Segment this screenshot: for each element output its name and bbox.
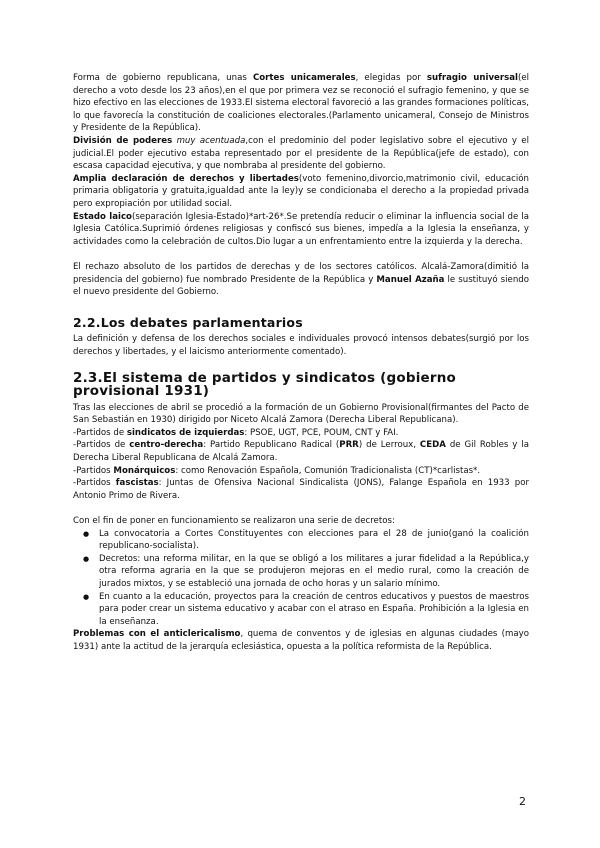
- paragraph-fascistas: -Partidos fascistas: Juntas de Ofensiva Nacional Sindicalista (JONS), Falange Española en 1933 por Antonio Primo de Rivera.: [73, 478, 529, 501]
- paragraph-centro-derecha: -Partidos de centro-derecha: Partido Republicano Radical (PRR) de Lerroux, CEDA de Gil Robles y la Derecha Liberal Republicana de Alcalá Zamora.: [73, 440, 529, 464]
- paragraph-debates: La definición y defensa de los derechos sociales e individuales provocó intensos debates(surgió por los derechos y libertades, y el laicismo anteriormente comentado).: [73, 334, 529, 357]
- decretos-list: [73, 528, 529, 629]
- paragraph-cortes: Forma de gobierno republicana, unas Cortes unicamerales, elegidas por sufragio universal(el derecho a voto desde los 23 años),en el que por primera vez se reconoció el sufragio femenino, y que se hizo efectivo en las elecciones de 1933.El sistema electoral favoreció a las grandes formaciones políticas, lo que favorecía la constitución de coaliciones electorales.(Parlamento unicameral, Consejo de Ministros y Presidente de la República).: [73, 73, 530, 134]
- paragraph-anticlericalismo: Problemas con el anticlericalismo, quema de conventos y de iglesias en algunas ciudades (mayo 1931) ante la actitud de la jerarquía eclesiástica, opuesta a la política reformista de la República.: [73, 629, 529, 652]
- document-body: [73, 72, 529, 654]
- paragraph-decretos: Con el fin de poner en funcionamiento se realizaron una serie de decretos:: [73, 516, 395, 526]
- page-number: 2: [519, 795, 526, 808]
- list-item: ● La convocatoria a Cortes Constituyentes con elecciones para el 28 de junio(ganó la coalición republicano-socialista).: [99, 528, 529, 553]
- list-item: ● En cuanto a la educación, proyectos para la creación de centros educativos y puestos de maestros para poder crear un sistema educativo y acabar con el atraso en España. Prohibición a la Iglesia en la enseñanza.: [99, 591, 529, 629]
- list-item: ● Decretos: una reforma militar, en la que se obligó a los militares a jurar fidelidad a la República,y otra reforma agraria en la que se produjeron mejoras en el medio rural, como la creación de jurados mixtos, y se estableció una jornada de ocho horas y un salario mínimo.: [99, 553, 529, 591]
- paragraph-division-poderes: División de poderes muy acentuada,con el predominio del poder legislativo sobre el ejecutivo y el judicial.El poder ejecutivo estaba representado por el presidente de la República(jefe de estado), con escasa capacidad ejecutiva, y que nombraba al presidente del gobierno.: [73, 135, 529, 172]
- paragraph-estado-laico: Estado laico(separación Iglesia-Estado)*art-26*.Se pretendía reducir o eliminar la influencia social de la Iglesia Católica.Suprimió órdenes religiosas y confiscó sus bienes, impedía a la Iglesia la enseñanza, y actividades como la celebración de cultos.Dio lugar a un enfrentamiento entre la izquierda y la derecha.: [73, 211, 529, 247]
- paragraph-izquierdas: -Partidos de sindicatos de izquierdas: PSOE, UGT, PCE, POUM, CNT y FAI.: [73, 427, 399, 438]
- heading-partidos: 2.3.El sistema de partidos y sindicatos (gobierno provisional 1931): [73, 370, 457, 400]
- paragraph-monarquicos: -Partidos Monárquicos: como Renovación Española, Comunión Tradicionalista (CT)*carlistas*.: [73, 465, 481, 476]
- paragraph-derechos: Amplia declaración de derechos y libertades(voto femenino,divorcio,matrimonio civil, educación primaria obligatoria y gratuita,igualdad ante la ley)y se condicionaba el derecho a la propiedad privada pero expropiación por utilidad social.: [73, 173, 529, 209]
- heading-debates: 2.2.Los debates parlamentarios: [73, 314, 303, 330]
- paragraph-elecciones-abril: Tras las elecciones de abril se procedió a la formación de un Gobierno Provisional(firmantes del Pacto de San Sebastián en 1930) dirigido por Niceto Alcalá Zamora (Derecha Liberal Republicana).: [73, 402, 529, 426]
- paragraph-rechazo: El rechazo absoluto de los partidos de derechas y de los sectores católicos. Alcalá-Zamora(dimitió la presidencia del gobierno) fue nombrado Presidente de la República y Manuel Azaña le sustituyó siendo el nuevo presidente del Gobierno.: [73, 261, 529, 298]
